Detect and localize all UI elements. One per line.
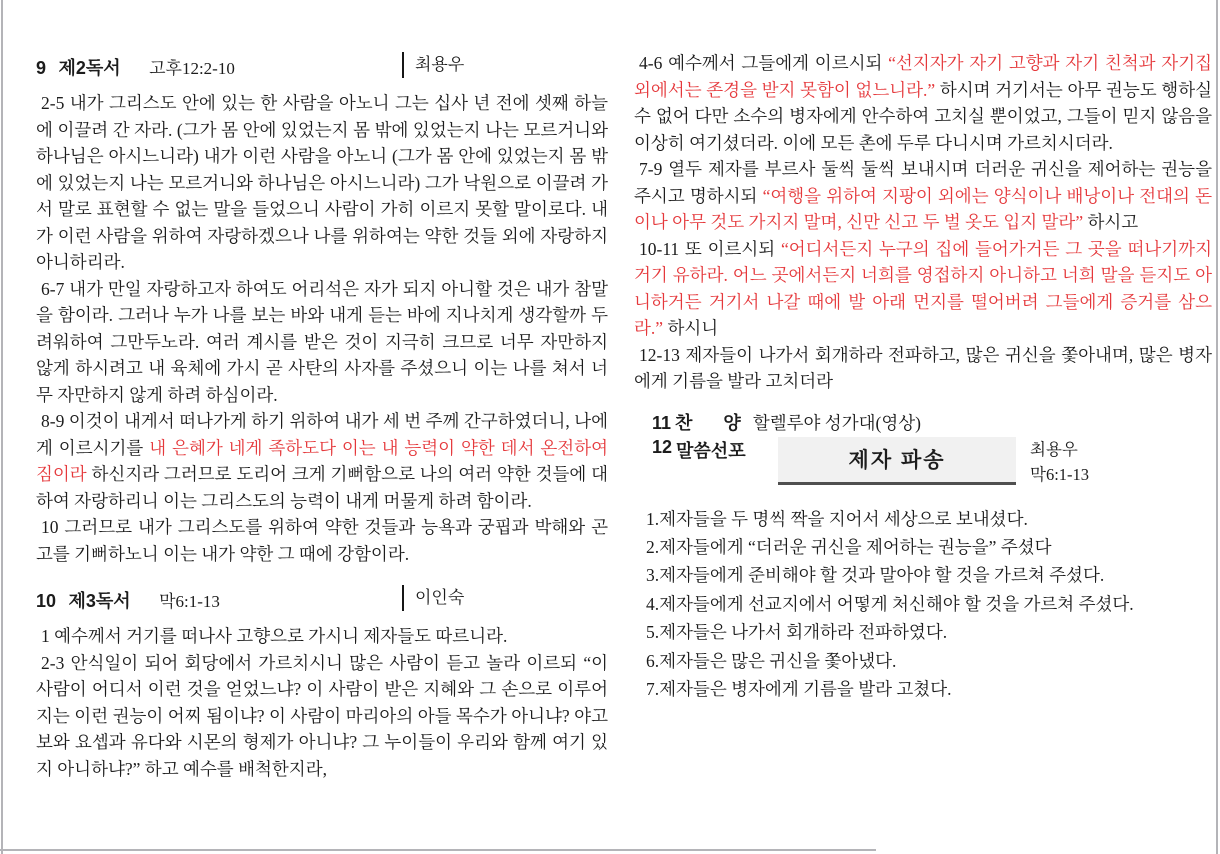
scripture-paragraph xyxy=(36,90,608,276)
page-edge-bottom xyxy=(0,849,876,851)
scripture-segment: 2-3 안식일이 되어 회당에서 가르치시니 많은 사람이 듣고 놀라 이르되 “이 사람이 어디서 이런 것을 얻었느냐? 이 사람이 받은 지혜와 그 손으로 이루어지는 이런 권능이 어찌 됨이냐? 이 사람이 마리아의 아들 목수가 아니냐? 야고보와 요셉과 유다와 시몬의 형제가 아니냐? 그 누이들이 우리와 함께 여기 있지 아니하냐?” 하고 예수를 배척한지라, xyxy=(36,652,608,779)
scripture-segment: 1 예수께서 거기를 떠나사 고향으로 가시니 제자들도 따르니라. xyxy=(41,626,508,646)
scripture-segment: 하시니 xyxy=(663,318,719,338)
sermon-point: 6.제자들은 많은 귀신을 쫓아냈다. xyxy=(646,650,897,671)
scripture-segment: 하시며 거기서는 아무 권능도 행하실 수 없어 다만 소수의 병자에게 안수하여 고치실 뿐이었고, 그들이 믿지 않음을 이상히 여기셨더라. 이에 모든 촌에 두루 다니시며 가르치시더라. xyxy=(634,79,1212,153)
scripture-segment: 10 그러므로 내가 그리스도를 위하여 약한 것들과 능욕과 궁핍과 박해와 곤고를 기뻐하노니 이는 내가 약한 그 때에 강함이라. xyxy=(36,517,608,564)
page-edge-right xyxy=(1216,0,1218,854)
sermon-point: 3.제자들에게 준비해야 할 것과 말아야 할 것을 가르쳐 주셨다. xyxy=(646,565,1105,586)
scripture-segment: 8-9 이것이 내게서 떠나가게 하기 위하여 내가 세 번 주께 간구하였더니, 나에게 이르시기를 xyxy=(36,411,608,458)
scripture-paragraph xyxy=(634,342,1212,395)
scripture-segment: 하신지라 그러므로 도리어 크게 기뻐함으로 나의 여러 약한 것들에 대하여 자랑하리니 이는 그리스도의 능력이 내게 머물게 하려 함이라. xyxy=(36,464,608,511)
scripture-reference: 고후12:2-10 xyxy=(149,59,235,78)
section-title: 제2독서 xyxy=(58,58,121,78)
section-title: 제3독서 xyxy=(68,591,131,611)
scripture-paragraph xyxy=(634,236,1212,342)
scripture-text xyxy=(36,623,608,782)
sermon-reference: 막6:1-13 xyxy=(1030,464,1090,484)
section-header xyxy=(36,54,608,82)
sermon-title-box xyxy=(778,437,1016,485)
right-column xyxy=(634,50,1212,703)
sermon-row xyxy=(652,437,1212,487)
scripture-paragraph xyxy=(36,276,608,409)
section-third-reading xyxy=(36,587,608,782)
scripture-segment: 하시고 xyxy=(1083,212,1139,232)
sermon-points xyxy=(634,505,1212,704)
scripture-paragraph xyxy=(36,408,608,514)
scripture-text-continuation xyxy=(634,50,1212,395)
highlighted-scripture-text: “어디서든지 누구의 집에 들어가거든 그 곳을 떠나기까지 거기 유하라. 어느 곳에서든지 너희를 영접하지 아니하고 너희 말을 듣지도 아니하거든 거기서 나갈 때에 발 아래 먼지를 떨어버려 그들에게 증거를 삼으라.” xyxy=(634,238,1212,338)
sermon-point: 2.제자들에게 “더러운 귀신을 제어하는 권능을” 주셨다 xyxy=(646,536,1052,557)
sermon-point: 7.제자들은 병자에게 기름을 발라 고쳤다. xyxy=(646,678,952,699)
section-number: 10 xyxy=(36,591,57,611)
scripture-segment: 12-13 제자들이 나가서 회개하라 전파하고, 많은 귀신을 쫓아내며, 많은 병자에게 기름을 발라 고치더라 xyxy=(634,344,1212,391)
page-edge-left xyxy=(1,0,3,854)
sermon-label: 말씀선포 xyxy=(676,440,746,461)
scripture-paragraph xyxy=(36,514,608,567)
scripture-paragraph xyxy=(634,50,1212,156)
scripture-segment: 7-9 열두 제자를 부르사 둘씩 둘씩 보내시며 더러운 귀신을 제어하는 권능을 주시고 명하시되 xyxy=(634,159,1212,206)
praise-detail: 할렐루야 성가대(영상) xyxy=(752,412,921,433)
scripture-paragraph xyxy=(36,650,608,783)
highlighted-scripture-text: “여행을 위하여 지팡이 외에는 양식이나 배낭이나 전대의 돈이나 아무 것도 가지지 말며, 신만 신고 두 벌 옷도 입지 말라” xyxy=(634,185,1212,232)
scripture-segment: 2-5 내가 그리스도 안에 있는 한 사람을 아노니 그는 십사 년 전에 셋째 하늘에 이끌려 간 자라. (그가 몸 안에 있었는지 몸 밖에 있었는지 나는 모르거니와 하나님은 아시느니라) 내가 이런 사람을 아노니 (그가 몸 안에 있었는지 몸 밖에 있었는지 나는 모르거니와 하나님은 아시느니라) 그가 낙원으로 이끌려 가서 말로 표현할 수 없는 말을 들었으니 사람이 가히 이르지 못할 말이로다. 내가 이런 사람을 위하여 자랑하겠으나 나를 위하여는 약한 것들 외에 자랑하지 아니하리라. xyxy=(36,93,608,272)
sermon-point: 5.제자들은 나가서 회개하라 전파하였다. xyxy=(646,622,948,643)
preacher-name: 최용우 xyxy=(1030,439,1078,459)
sermon-title: 제자 파송 xyxy=(848,449,946,472)
scripture-reference: 막6:1-13 xyxy=(159,592,220,611)
section-number: 9 xyxy=(36,58,47,78)
scripture-segment: 10-11 또 이르시되 xyxy=(639,238,781,259)
scripture-paragraph xyxy=(36,623,608,650)
praise-title: 찬 양 xyxy=(675,412,741,433)
praise-row xyxy=(652,409,1212,435)
scripture-text xyxy=(36,90,608,567)
sermon-info xyxy=(1030,437,1089,487)
reader-name: 최용우 xyxy=(402,52,464,78)
highlighted-scripture-text: 내 은혜가 네게 족하도다 이는 내 능력이 약한 데서 온전하여짐이라 xyxy=(36,437,609,484)
sermon-point: 1.제자들을 두 명씩 짝을 지어서 세상으로 보내셨다. xyxy=(646,508,1028,529)
left-column xyxy=(36,54,608,802)
section-header xyxy=(36,587,608,615)
scripture-paragraph xyxy=(634,156,1212,236)
order-number: 11 xyxy=(652,412,672,433)
order-number: 12 xyxy=(652,436,673,457)
scripture-segment: 6-7 내가 만일 자랑하고자 하여도 어리석은 자가 되지 아니할 것은 내가 참말을 함이라. 그러나 누가 나를 보는 바와 내게 듣는 바에 지나치게 생각할까 두려워하여 그만두노라. 여러 계시를 받은 것이 지극히 크므로 너무 자만하지 않게 하시려고 내 육체에 가시 곧 사탄의 사자를 주셨으니 이는 나를 쳐서 너무 자만하지 않게 하려 하심이라. xyxy=(36,278,608,405)
reader-name: 이인숙 xyxy=(402,585,464,611)
sermon-point: 4.제자들에게 선교지에서 어떻게 처신해야 할 것을 가르쳐 주셨다. xyxy=(646,593,1134,614)
scripture-segment: 4-6 예수께서 그들에게 이르시되 xyxy=(639,53,889,73)
highlighted-scripture-text: “선지자가 자기 고향과 자기 친척과 자기집 외에서는 존경을 받지 못함이 없느니라.” xyxy=(634,53,1213,100)
section-second-reading xyxy=(36,54,608,567)
